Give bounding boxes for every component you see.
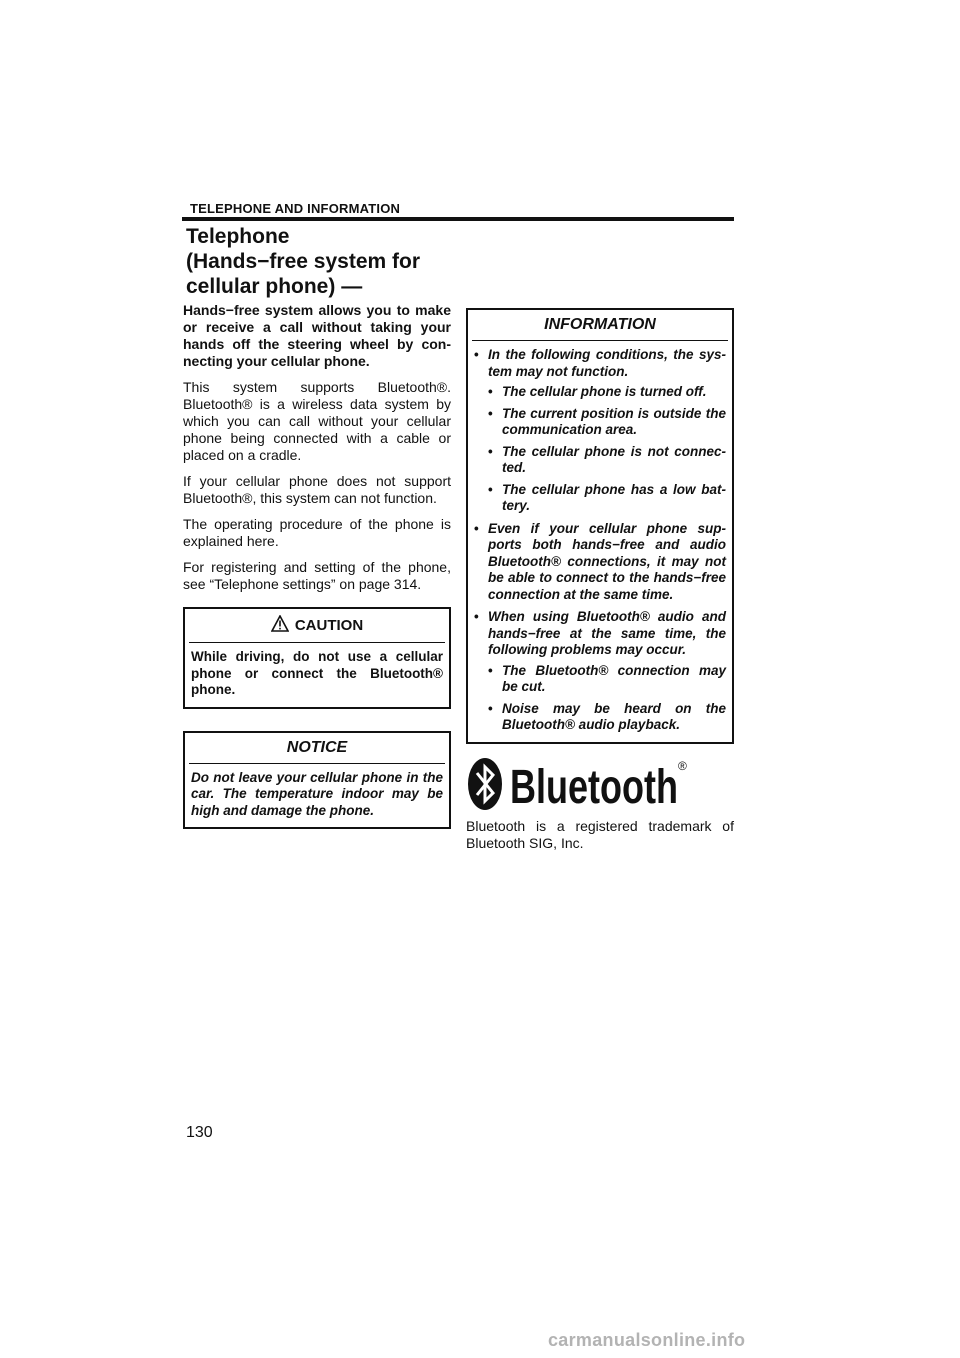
list-item: • The current position is outside the communication area. xyxy=(488,406,726,439)
trademark-caption: Bluetooth is a registered trademark of Bluetooth SIG, Inc. xyxy=(466,818,734,851)
header-rule xyxy=(182,217,734,221)
title-line-2: (Hands−free system for xyxy=(186,250,421,273)
caution-text: While driving, do not use a cellular phone or connect the Bluetooth® phone. xyxy=(191,649,443,697)
caution-header xyxy=(185,609,449,642)
list-item: • Even if your cellular phone sup- ports both hands−free and audio Bluetooth® connections, it may not be able to connect to the hands−free connection at the same time. xyxy=(474,521,726,604)
notice-box xyxy=(183,731,451,830)
watermark: carmanualsonline.info xyxy=(548,1330,746,1350)
list-item: • In the following conditions, the sys- tem may not function. • The cellular phone is turned off. • The current position is outside the communication area. • The cellular phone is not connec- ted. • The cellular phone has a low bat- tery. xyxy=(474,347,726,515)
information-title: INFORMATION xyxy=(544,316,656,333)
unsupported-paragraph: If your cellular phone does not support Bluetooth®, this system can not function. xyxy=(183,473,451,506)
title-line-3: cellular phone) — xyxy=(186,275,363,298)
intro-paragraph: Hands−free system allows you to make or receive a call without taking your hands off the steering wheel by con- necting your cellular phone. xyxy=(183,302,451,369)
bluetooth-paragraph: This system supports Bluetooth®. Bluetooth® is a wireless data system by which you can call without your cellular phone being connected with a cable or placed on a cradle. xyxy=(183,379,451,463)
registered-mark: ® xyxy=(678,759,687,773)
list-item: • The cellular phone is turned off. xyxy=(488,384,726,401)
procedure-paragraph: The operating procedure of the phone is explained here. xyxy=(183,516,451,549)
bluetooth-rune-icon xyxy=(468,758,502,810)
page-title xyxy=(186,224,486,299)
left-column xyxy=(183,302,451,829)
section-header: TELEPHONE AND INFORMATION xyxy=(190,201,401,216)
information-box xyxy=(466,308,734,744)
bluetooth-wordmark: Bluetooth xyxy=(510,761,678,812)
list-item: • The cellular phone is not connec- ted. xyxy=(488,444,726,477)
notice-text: Do not leave your cellular phone in the car. The temperature indoor may be high and damage the phone. xyxy=(191,769,443,818)
caution-box xyxy=(183,607,451,709)
title-line-1: Telephone xyxy=(186,225,290,248)
warning-triangle-icon xyxy=(271,615,289,636)
settings-reference-paragraph: For registering and setting of the phone, see “Telephone settings” on page 314. xyxy=(183,559,451,592)
list-item: • Noise may be heard on the Bluetooth® audio playback. xyxy=(488,701,726,734)
list-item: • The cellular phone has a low bat- tery. xyxy=(488,482,726,515)
right-column xyxy=(466,308,734,744)
list-item: • When using Bluetooth® audio and hands−free at the same time, the following problems may occur. • The Bluetooth® connection may be cut. • Noise may be heard on the Bluetooth® audio playback. xyxy=(474,609,726,734)
page-number: 130 xyxy=(186,1124,213,1141)
information-list xyxy=(474,347,726,734)
bluetooth-logo xyxy=(466,756,696,812)
caution-title: CAUTION xyxy=(294,617,364,634)
notice-title: NOTICE xyxy=(286,738,348,756)
list-item: • The Bluetooth® connection may be cut. xyxy=(488,663,726,696)
